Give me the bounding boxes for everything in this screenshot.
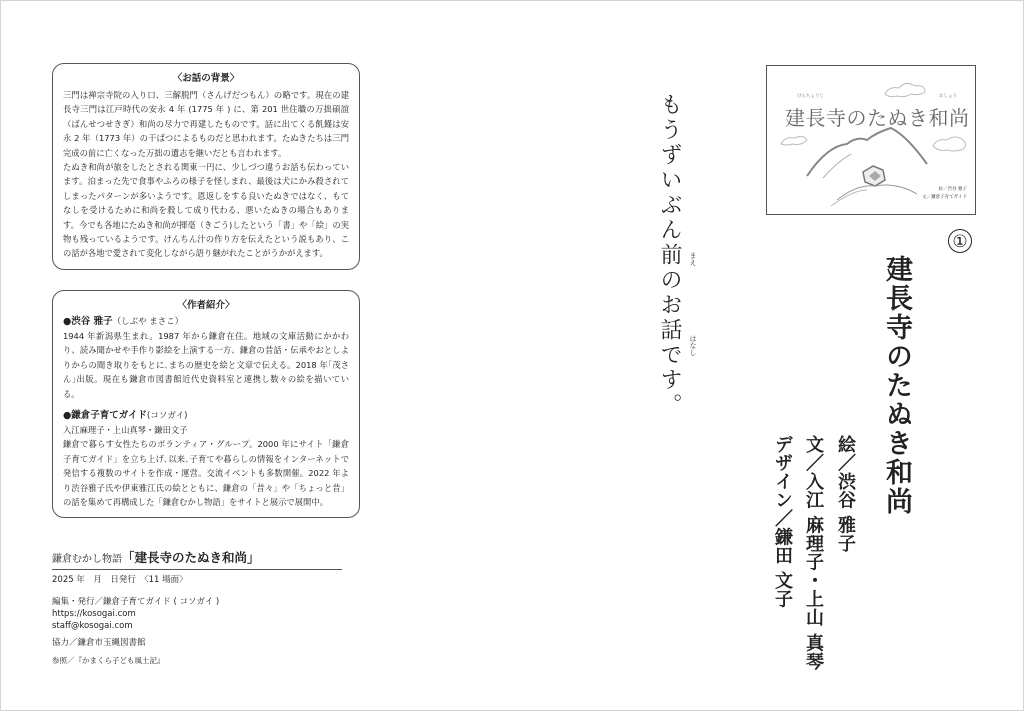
cover-thumbnail bbox=[766, 65, 976, 215]
thumbnail-credit-illust: 絵／渋谷 雅子 bbox=[938, 187, 967, 192]
story-background-box bbox=[52, 63, 360, 270]
lead-sentence: もうずいぶん前のお話です。 bbox=[657, 93, 682, 418]
colophon-issue: 2025 年 月 日発行 〈11 場面〉 bbox=[52, 575, 188, 585]
thumbnail-title: 建長寺のたぬき和尚 bbox=[785, 106, 970, 130]
author-name bbox=[63, 315, 349, 329]
thumbnail-ruby-osho: おしょう bbox=[939, 94, 957, 99]
story-background-title: 〈お話の背景〉 bbox=[172, 73, 240, 84]
colophon-cooperation: 協力／鎌倉市玉縄図書館 bbox=[52, 638, 146, 648]
colophon-publisher: 編集・発行／鎌倉子育てガイド ( コソガイ ) bbox=[52, 597, 220, 607]
colophon-reference: 参照／『かまくら子ども風土記』 bbox=[52, 656, 165, 665]
colophon bbox=[52, 548, 372, 667]
group-name-text: ●鎌倉子育てガイド bbox=[63, 410, 148, 422]
colophon-book-title: 「建長寺のたぬき和尚」 bbox=[122, 550, 260, 565]
thumbnail-credit-text: 文／鎌倉子育てガイド bbox=[922, 195, 967, 200]
ruby-mae: まえ bbox=[689, 252, 697, 266]
thumbnail-credits bbox=[922, 186, 967, 202]
group-members: 入江麻理子・上山真琴・鎌田文子 bbox=[63, 425, 188, 436]
cover-title: 建長寺のたぬき和尚 bbox=[881, 255, 912, 516]
group-name bbox=[63, 409, 349, 423]
colophon-title bbox=[52, 548, 342, 570]
group-bio: 鎌倉で暮らす女性たちのボランティア・グループ。2000 年にサイト「鎌倉子育てガイド」を立ち上げ､以来､子育てや暮らしの情報をインターネットで発信する複数のサイトを作成・運営。交流イベントも多数開催。2022 年より渋谷雅子氏や伊東雅江氏の絵とともに、鎌倉の「昔々」や「ちょっと昔」の話を集めて再構成した「鎌倉むかし物語」をサイトと展示で展開中。 bbox=[63, 439, 349, 508]
author-intro-box bbox=[52, 290, 360, 518]
colophon-url[interactable]: https://kosogai.com bbox=[52, 609, 136, 619]
credit-design: デザイン／鎌田 文子 bbox=[772, 435, 793, 609]
story-background-paragraph: 三門は禅宗寺院の入り口、三解脱門（さんげだつもん）の略です。現在の建長寺三門は江戸時代の安永 4 年 (1775 年 ) に、第 201 世住職の万拙碩誼（ばんせつせきぎ）和尚の尽力で再建したものです。話に出てくる飢饉は安永 2 年（1773 年）の干ばつによるものだと思われます。たぬきたちは三門完成の前に亡くなった万拙の遺志を継いだとも言われます。 bbox=[63, 90, 349, 158]
credit-text: 文／入江 麻理子・上山 真琴 bbox=[803, 435, 824, 671]
thumbnail-ruby-kenchoji: けんちょうじ bbox=[797, 94, 824, 99]
group-name-reading: (コソガイ) bbox=[147, 411, 188, 422]
ruby-hanashi: はなし bbox=[689, 335, 697, 356]
author-name-reading: （しぶや まさこ） bbox=[112, 317, 184, 327]
author-intro-title: 〈作者紹介〉 bbox=[177, 300, 235, 311]
scene-number-badge: ① bbox=[948, 229, 972, 253]
colophon-email[interactable]: staff@kosogai.com bbox=[52, 621, 133, 631]
story-background-paragraph: たぬき和尚が旅をしたとされる関東一円に、少しづつ違うお話も伝わっています。泊まった先で食事やふろの様子を怪しまれ、最後は犬にかみ殺されてしまったパターンが多いようです。恩返しをする良いたぬきではなく、もてなしを受けるために和尚を殺して成り代わる、悪いたぬきの場合もあります。今でも各地にたぬき和尚が揮毫（きごう)したという「書」や「絵」の実物も残っているようです。けんちん汁の作り方を伝えたという説もあり、この話が各地で愛されて変化しながら語り継がれたことがうかがえます。 bbox=[63, 162, 349, 259]
author-name-text: ●渋谷 雅子 bbox=[63, 316, 113, 327]
author-bio: 1944 年新潟県生まれ。1987 年から鎌倉在住。地域の文庫活動にかかわり、読み聞かせや手作り影絵を上演する一方、鎌倉の昔話・伝承やおとしよりからの聞き取りをもとに､まちの歴史を絵と文章で伝える。2018 年｢茂さん｣出版。現在も鎌倉市図書館近代史資料室と連携し数々の絵を描いている。 bbox=[63, 331, 349, 399]
colophon-series: 鎌倉むかし物語 bbox=[52, 554, 122, 565]
credit-illustration: 絵／渋谷 雅子 bbox=[835, 435, 856, 553]
